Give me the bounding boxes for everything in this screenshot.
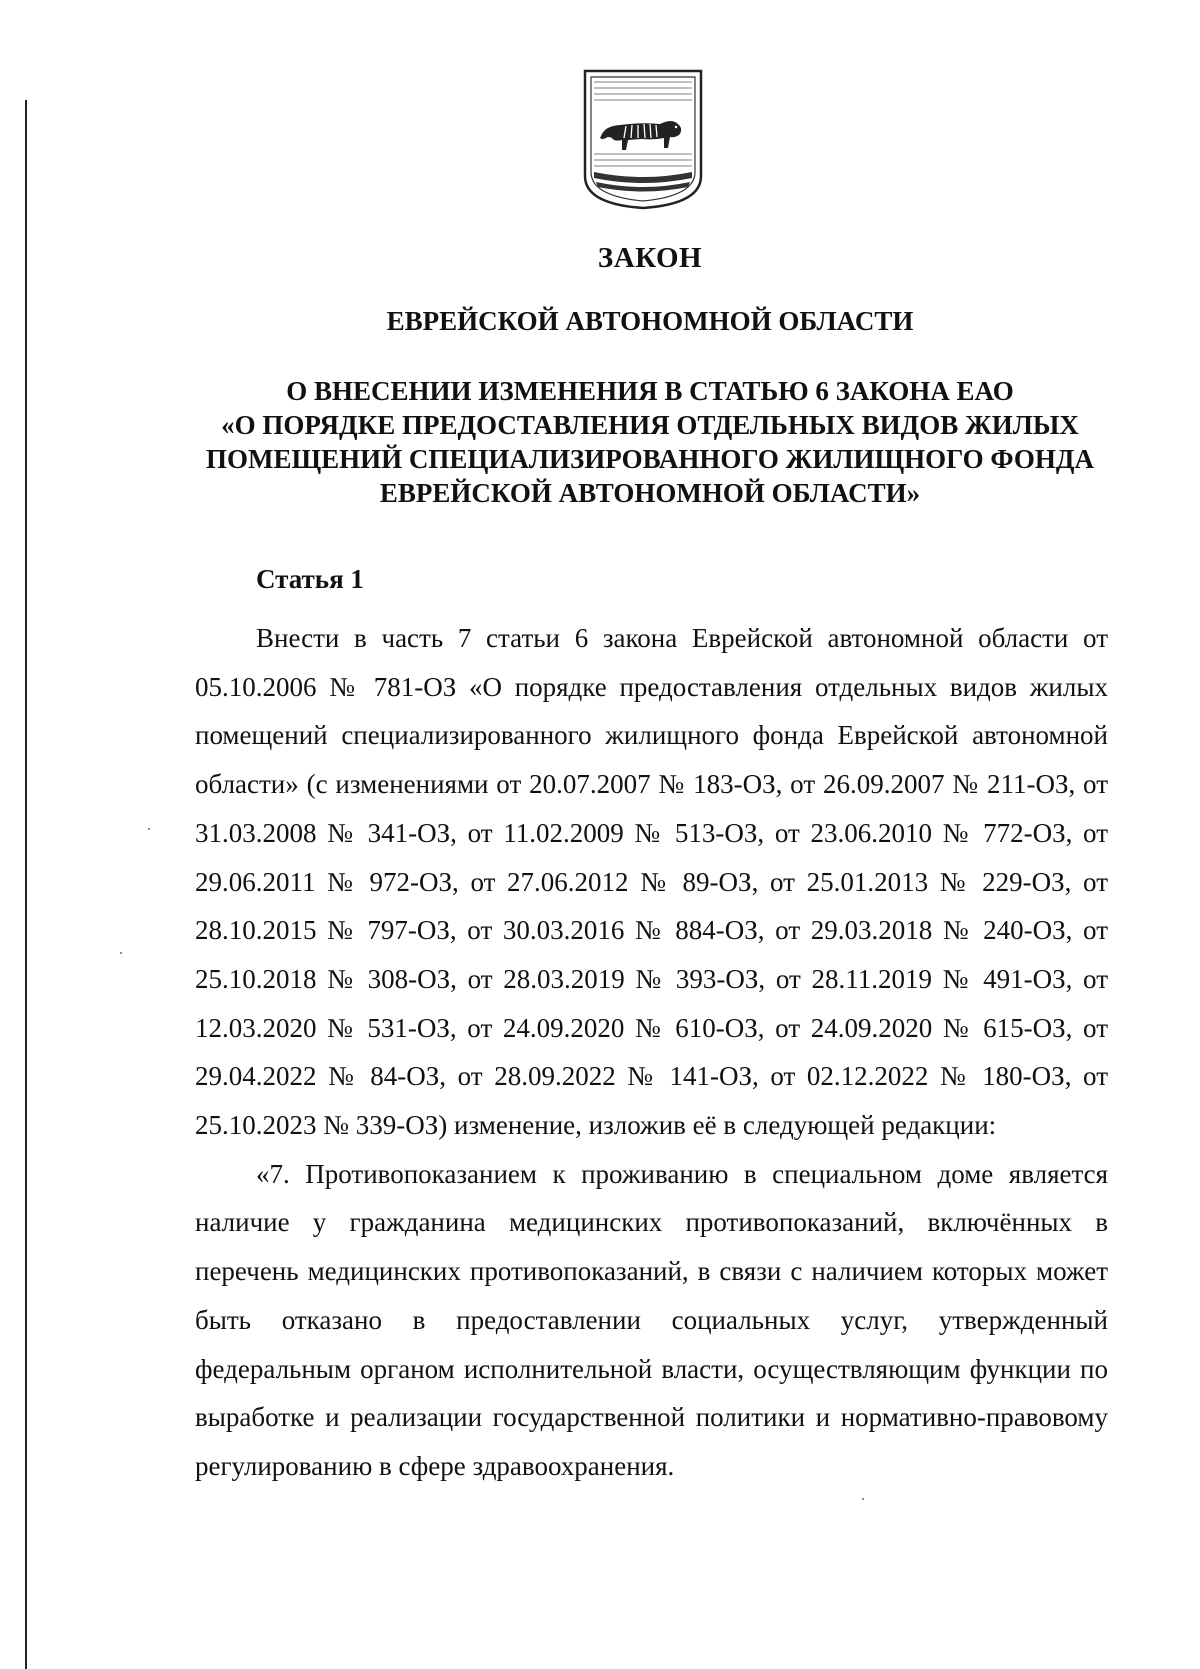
article-paragraph: Внести в часть 7 статьи 6 закона Еврейской автономной области от 05.10.2006 № 781-ОЗ «О порядке предоставления отдельных видов жилых помещений специализированного жилищного фонда Еврейской автономной области» (с изменениями от 20.07.2007 № 183-ОЗ, от 26.09.2007 № 211-ОЗ, от 31.03.2008 № 341-ОЗ, от 11.02.2009 № 513-ОЗ, от 23.06.2010 № 772-ОЗ, от 29.06.2011 № 972-ОЗ, от 27.06.2012 № 89-ОЗ, от 25.01.2013 № 229-ОЗ, от 28.10.2015 № 797-ОЗ, от 30.03.2016 № 884-ОЗ, от 29.03.2018 № 240-ОЗ, от 25.10.2018 № 308-ОЗ, от 28.03.2019 № 393-ОЗ, от 28.11.2019 № 491-ОЗ, от 12.03.2020 № 531-ОЗ, от 24.09.2020 № 610-ОЗ, от 24.09.2020 № 615-ОЗ, от 29.04.2022 № 84-ОЗ, от 28.09.2022 № 141-ОЗ, от 02.12.2022 № 180-ОЗ, от 25.10.2023 № 339-ОЗ) изменение, изложив её в следующей редакции: (195, 623, 1108, 1141)
scan-speck (862, 1498, 864, 1500)
law-label: ЗАКОН (597, 242, 703, 274)
tiger-coat-of-arms-icon (582, 68, 704, 210)
law-title-line: О ВНЕСЕНИИ ИЗМЕНЕНИЯ В СТАТЬЮ 6 ЗАКОНА ЕАО (286, 376, 1014, 406)
law-title-line: «О ПОРЯДКЕ ПРЕДОСТАВЛЕНИЯ ОТДЕЛЬНЫХ ВИДОВ ЖИЛЫХ (221, 410, 1079, 440)
scan-speck (120, 952, 122, 954)
region-name: ЕВРЕЙСКОЙ АВТОНОМНОЙ ОБЛАСТИ (386, 306, 914, 336)
scan-speck (148, 828, 150, 830)
coat-of-arms-emblem (582, 68, 704, 210)
scan-edge-line (25, 100, 27, 1669)
article-heading: Статья 1 (256, 564, 364, 594)
law-title (160, 374, 1140, 510)
law-title-line: ПОМЕЩЕНИЙ СПЕЦИАЛИЗИРОВАННОГО ЖИЛИЩНОГО ФОНДА (205, 444, 1095, 474)
law-title-line: ЕВРЕЙСКОЙ АВТОНОМНОЙ ОБЛАСТИ» (379, 478, 921, 508)
document-body (195, 562, 1108, 1491)
document-header (160, 240, 1140, 510)
amended-text-paragraph: «7. Противопоказанием к проживанию в специальном доме является наличие у гражданина медицинских противопоказаний, включённых в перечень медицинских противопоказаний, в связи с наличием которых может быть отказано в предоставлении социальных услуг, утвержденный федеральным органом исполнительной власти, осуществляющим функции по выработке и реализации государственной политики и нормативно-правовому регулированию в сфере здравоохранения. (195, 1158, 1108, 1481)
